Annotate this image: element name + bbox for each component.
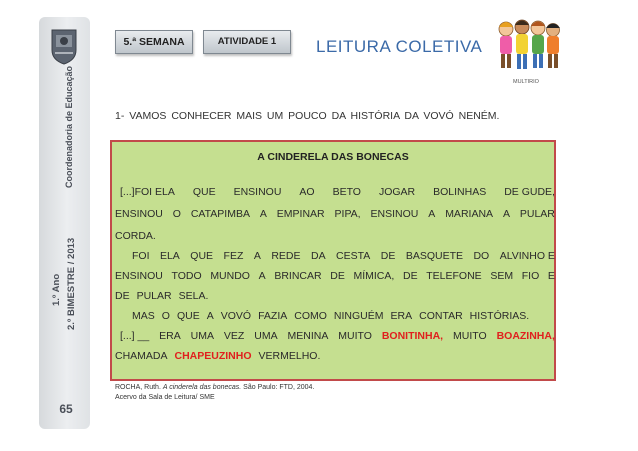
- story-word: REDE: [271, 250, 301, 262]
- story-word: A: [259, 208, 267, 220]
- activity-tab: ATIVIDADE 1: [203, 30, 291, 54]
- story-word: CESTA: [336, 250, 371, 262]
- reference-source: Acervo da Sala de Leitura/ SME: [115, 394, 215, 401]
- story-word: DE: [402, 270, 418, 282]
- story-word: VEZ: [223, 330, 245, 342]
- story-word: A: [258, 270, 266, 282]
- story-word: MÍMICA,: [353, 270, 395, 282]
- children-illustration-icon: [496, 15, 562, 73]
- story-word: MUITO: [453, 330, 487, 342]
- story-word: PIPA,: [334, 208, 361, 220]
- story-word: FEZ: [223, 250, 244, 262]
- story-word: PULAR: [519, 208, 555, 220]
- story-word: VERMELHO.: [258, 350, 321, 362]
- story-word: BRINCAR: [274, 270, 322, 282]
- story-title: A CINDERELA DAS BONECAS: [257, 151, 409, 163]
- story-line: [120, 186, 555, 198]
- story-line: [120, 330, 555, 342]
- story-word: A: [206, 310, 214, 322]
- story-word: AO: [299, 186, 315, 198]
- story-word: SEM: [490, 270, 514, 282]
- story-word: MAS: [132, 310, 155, 322]
- story-word: MENINA: [287, 330, 329, 342]
- story-word: ERA: [159, 330, 181, 342]
- story-word: NINGUÉM: [333, 310, 384, 322]
- story-word: HISTÓRIAS.: [469, 310, 530, 322]
- story-line: [132, 250, 555, 262]
- story-word: CORDA.: [115, 230, 156, 242]
- story-word: O: [161, 310, 170, 322]
- crest-icon: [49, 26, 79, 66]
- story-word: O: [172, 208, 181, 220]
- story-word: BOLINHAS: [433, 186, 487, 198]
- reference-author: ROCHA, Ruth.: [115, 384, 161, 391]
- story-line: [115, 208, 555, 220]
- story-word: ALVINHO E: [499, 250, 555, 262]
- story-word: DE: [330, 270, 345, 282]
- story-word: UMA: [254, 330, 278, 342]
- story-word: QUE: [176, 310, 200, 322]
- story-word: VOVÓ: [220, 310, 252, 322]
- story-word: FIO: [521, 270, 540, 282]
- story-word: CHAPEUZINHO: [174, 350, 252, 362]
- story-word: A: [502, 208, 510, 220]
- story-word: ERA: [390, 310, 413, 322]
- week-tab: 5.ª SEMANA: [115, 30, 193, 54]
- story-word: JOGAR: [378, 186, 416, 198]
- story-word: ENSINOU: [233, 186, 282, 198]
- sidebar-ano: 1.º Ano: [51, 273, 62, 306]
- story-word: CHAMADA: [115, 350, 168, 362]
- story-word: ENSINOU: [115, 208, 163, 220]
- story-word: DE: [380, 250, 396, 262]
- story-word: FOI: [132, 250, 150, 262]
- story-line: [115, 350, 555, 362]
- story-word: CONTAR: [419, 310, 463, 322]
- story-word: ENSINOU: [115, 270, 163, 282]
- story-word: E: [547, 270, 555, 282]
- story-word: MARIANA: [445, 208, 494, 220]
- story-word: BOAZINHA,: [496, 330, 555, 342]
- page-number: 65: [59, 402, 73, 416]
- reference-publisher: São Paulo: FTD, 2004.: [243, 384, 315, 391]
- story-word: DO: [473, 250, 490, 262]
- story-word: [...]FOI ELA: [120, 186, 175, 198]
- story-word: BASQUETE: [405, 250, 463, 262]
- story-line: [115, 230, 555, 242]
- story-word: DA: [310, 250, 326, 262]
- story-word: BONITINHA,: [381, 330, 444, 342]
- story-word: MUITO: [338, 330, 372, 342]
- story-word: [...] __: [120, 330, 150, 342]
- story-word: ENSINOU: [370, 208, 419, 220]
- reference-book: A cinderela das bonecas.: [162, 384, 242, 391]
- story-word: COMO: [294, 310, 327, 322]
- story-word: CATAPIMBA: [190, 208, 250, 220]
- reference: [115, 383, 314, 403]
- story-word: PULAR: [136, 290, 172, 302]
- story-word: BETO: [332, 186, 361, 198]
- story-line: [132, 310, 555, 322]
- multirio-label: MULTIRIO: [513, 79, 539, 85]
- instruction-text: 1- VAMOS CONHECER MAIS UM POUCO DA HISTÓRIA DA VOVÓ NENÉM.: [115, 110, 500, 122]
- story-word: DE GUDE,: [504, 186, 555, 198]
- sidebar-bimestre: 2.º BIMESTRE / 2013: [66, 237, 77, 330]
- story-word: QUE: [190, 250, 214, 262]
- story-word: UMA: [190, 330, 214, 342]
- story-word: QUE: [192, 186, 216, 198]
- story-word: TELEFONE: [426, 270, 482, 282]
- sidebar-title: Coordenadoria de Educação: [64, 65, 74, 188]
- story-word: DE: [115, 290, 130, 302]
- story-line: [115, 270, 555, 282]
- story-word: FAZIA: [258, 310, 288, 322]
- story-word: EMPINAR: [276, 208, 325, 220]
- section-title: LEITURA COLETIVA: [316, 37, 483, 56]
- story-word: MUNDO: [210, 270, 250, 282]
- story-word: A: [428, 208, 436, 220]
- story-line: [115, 290, 555, 302]
- story-word: A: [253, 250, 261, 262]
- story-word: TODO: [171, 270, 202, 282]
- story-word: ELA: [159, 250, 180, 262]
- story-word: SELA.: [178, 290, 209, 302]
